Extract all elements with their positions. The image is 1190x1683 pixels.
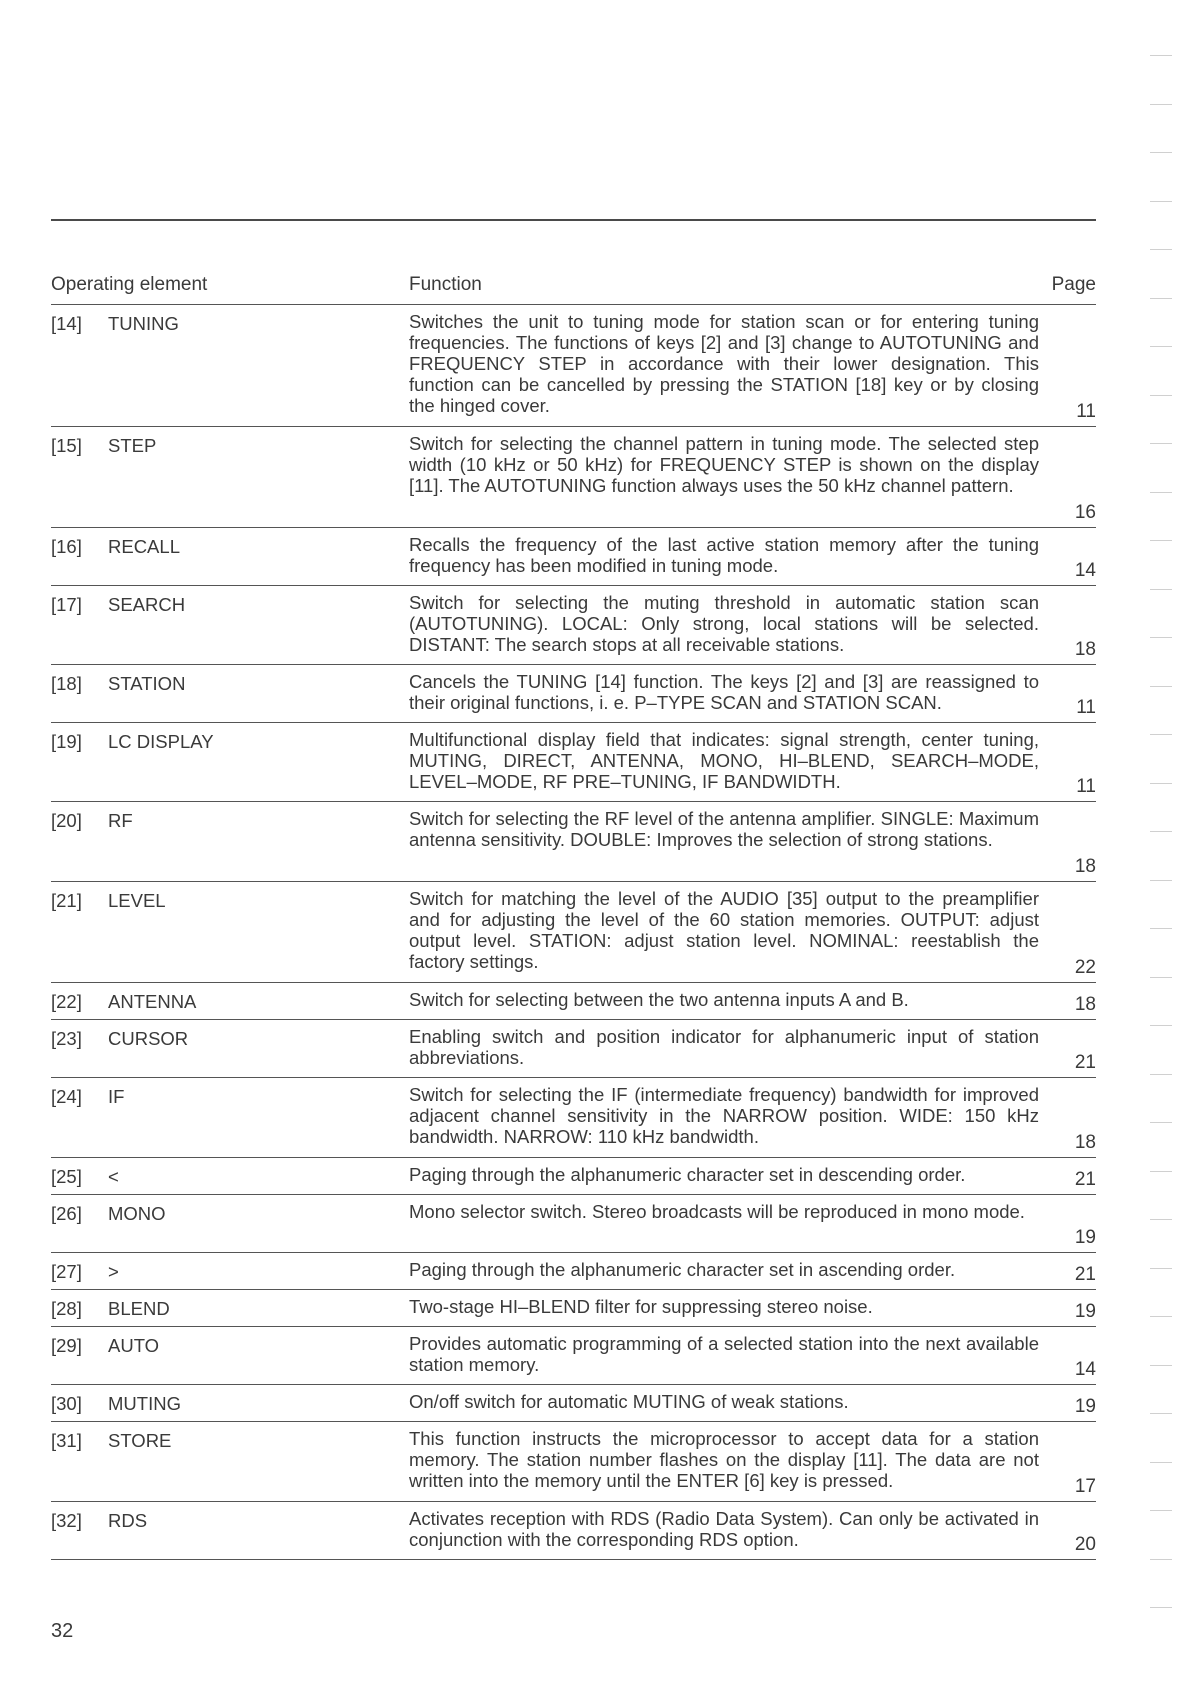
page-reference: 21	[1074, 1264, 1096, 1285]
element-function: On/off switch for automatic MUTING of weak stations.	[409, 1391, 849, 1412]
page-reference: 17	[1074, 1476, 1096, 1497]
margin-tick	[1150, 589, 1172, 590]
margin-tick	[1150, 734, 1172, 735]
element-function: Mono selector switch. Stereo broadcasts will be reproduced in mono mode.	[409, 1201, 1025, 1222]
margin-tick	[1150, 201, 1172, 202]
element-name: STEP	[108, 435, 157, 456]
margin-tick	[1150, 1025, 1172, 1026]
element-function: Switch for selecting between the two antenna inputs A and B.	[409, 989, 909, 1010]
margin-tick	[1150, 1171, 1172, 1172]
margin-tick	[1150, 637, 1172, 638]
table-row	[51, 1253, 1096, 1290]
header-page: Page	[1051, 274, 1096, 295]
element-number: [21]	[51, 890, 82, 911]
element-function: Switch for selecting the muting threshold in automatic station scan (AUTOTUNING). LOCAL: Only strong, local stations will be selected. DISTANT: The search stops at all receivable stations.	[409, 592, 1039, 655]
element-name: LC DISPLAY	[108, 731, 214, 752]
page-reference: 11	[1076, 401, 1096, 422]
element-function: Switch for selecting the IF (intermediate frequency) bandwidth for improved adjacent channel sensitivity in the NARROW position. WIDE: 150 kHz bandwidth. NARROW: 110 kHz bandwidth.	[409, 1084, 1039, 1147]
element-function: Paging through the alphanumeric character set in descending order.	[409, 1164, 966, 1185]
element-number: [26]	[51, 1203, 82, 1224]
margin-ticks	[1150, 55, 1174, 1655]
margin-tick	[1150, 977, 1172, 978]
element-number: [25]	[51, 1166, 82, 1187]
page-reference: 18	[1074, 856, 1096, 877]
table-header	[51, 270, 1096, 305]
page-reference: 21	[1074, 1052, 1096, 1073]
element-number: [17]	[51, 594, 82, 615]
top-rule	[51, 219, 1096, 221]
element-function: Activates reception with RDS (Radio Data System). Can only be activated in conjunction with the corresponding RDS option.	[409, 1508, 1039, 1550]
margin-tick	[1150, 492, 1172, 493]
element-function: Switch for matching the level of the AUDIO [35] output to the preamplifier and for adjusting the level of the 60 station memories. OUTPUT: adjust output level. STATION: adjust station level. NOMINAL: reestablish the factory settings.	[409, 888, 1039, 972]
margin-tick	[1150, 831, 1172, 832]
element-number: [32]	[51, 1510, 82, 1531]
page-reference: 19	[1074, 1396, 1096, 1417]
element-number: [14]	[51, 313, 82, 334]
element-function: Enabling switch and position indicator for alphanumeric input of station abbreviations.	[409, 1026, 1039, 1068]
element-number: [29]	[51, 1335, 82, 1356]
element-name: IF	[108, 1086, 125, 1107]
element-function: Provides automatic programming of a selected station into the next available station memory.	[409, 1333, 1039, 1375]
margin-tick	[1150, 1510, 1172, 1511]
element-number: [19]	[51, 731, 82, 752]
table-row	[51, 1195, 1096, 1253]
element-function: Multifunctional display field that indicates: signal strength, center tuning, MUTING, DIRECT, ANTENNA, MONO, HI–BLEND, SEARCH–MODE, LEVEL–MODE, RF PRE–TUNING, IF BANDWIDTH.	[409, 729, 1039, 792]
margin-tick	[1150, 1268, 1172, 1269]
element-function: Switch for selecting the RF level of the antenna amplifier. SINGLE: Maximum antenna sensitivity. DOUBLE: Improves the selection of strong stations.	[409, 808, 1039, 850]
table-row	[51, 305, 1096, 427]
element-function: Recalls the frequency of the last active station memory after the tuning frequency has been modified in tuning mode.	[409, 534, 1039, 576]
element-number: [27]	[51, 1261, 82, 1282]
page-reference: 11	[1076, 776, 1096, 797]
margin-tick	[1150, 686, 1172, 687]
element-name: RECALL	[108, 536, 180, 557]
margin-tick	[1150, 298, 1172, 299]
element-number: [18]	[51, 673, 82, 694]
element-name: BLEND	[108, 1298, 170, 1319]
table-row	[51, 1020, 1096, 1078]
element-function: This function instructs the microprocessor to accept data for a station memory. The station number flashes on the display [11]. The data are not written into the memory until the ENTER [6] key is pressed.	[409, 1428, 1039, 1491]
element-number: [24]	[51, 1086, 82, 1107]
element-name: TUNING	[108, 313, 179, 334]
element-number: [20]	[51, 810, 82, 831]
table-row	[51, 1422, 1096, 1502]
element-name: MUTING	[108, 1393, 181, 1414]
margin-tick	[1150, 1219, 1172, 1220]
margin-tick	[1150, 1559, 1172, 1560]
margin-tick	[1150, 1462, 1172, 1463]
margin-tick	[1150, 1413, 1172, 1414]
element-number: [28]	[51, 1298, 82, 1319]
table-row	[51, 802, 1096, 882]
table-row	[51, 1158, 1096, 1195]
margin-tick	[1150, 55, 1172, 56]
margin-tick	[1150, 928, 1172, 929]
margin-tick	[1150, 1365, 1172, 1366]
operating-elements-table	[51, 305, 1096, 1560]
header-function: Function	[409, 274, 482, 295]
margin-tick	[1150, 249, 1172, 250]
table-row	[51, 1502, 1096, 1560]
element-function: Paging through the alphanumeric character set in ascending order.	[409, 1259, 956, 1280]
element-name: LEVEL	[108, 890, 166, 911]
table-row	[51, 1385, 1096, 1422]
element-function: Switch for selecting the channel pattern in tuning mode. The selected step width (10 kHz or 50 kHz) for FREQUENCY STEP is shown on the display [11]. The AUTOTUNING function always uses the 50 kHz channel pattern.	[409, 433, 1039, 496]
element-number: [22]	[51, 991, 82, 1012]
element-name: >	[108, 1261, 119, 1282]
table-row	[51, 983, 1096, 1020]
margin-tick	[1150, 783, 1172, 784]
element-number: [16]	[51, 536, 82, 557]
element-name: ANTENNA	[108, 991, 197, 1012]
page-reference: 16	[1074, 502, 1096, 523]
element-name: AUTO	[108, 1335, 160, 1356]
page-reference: 18	[1074, 1132, 1096, 1153]
table-row	[51, 665, 1096, 723]
element-number: [30]	[51, 1393, 82, 1414]
element-function: Switches the unit to tuning mode for station scan or for entering tuning frequencies. The functions of keys [2] and [3] change to AUTOTUNING and FREQUENCY STEP in accordance with their lower designation. This function can be cancelled by pressing the STATION [18] key or by closing the hinged cover.	[409, 311, 1039, 416]
element-name: RDS	[108, 1510, 148, 1531]
page-reference: 14	[1074, 560, 1096, 581]
table-row	[51, 1078, 1096, 1158]
margin-tick	[1150, 1316, 1172, 1317]
margin-tick	[1150, 880, 1172, 881]
element-name: STATION	[108, 673, 186, 694]
margin-tick	[1150, 1122, 1172, 1123]
page-reference: 22	[1074, 957, 1096, 978]
table-row	[51, 528, 1096, 586]
margin-tick	[1150, 395, 1172, 396]
margin-tick	[1150, 1074, 1172, 1075]
table-row	[51, 1327, 1096, 1385]
page-reference: 21	[1074, 1169, 1096, 1190]
page-reference: 18	[1074, 994, 1096, 1015]
element-number: [31]	[51, 1430, 82, 1451]
element-name: RF	[108, 810, 133, 831]
table-row	[51, 427, 1096, 528]
element-name: CURSOR	[108, 1028, 189, 1049]
element-name: STORE	[108, 1430, 172, 1451]
margin-tick	[1150, 346, 1172, 347]
page-reference: 11	[1076, 697, 1096, 718]
element-function: Two-stage HI–BLEND filter for suppressing stereo noise.	[409, 1296, 873, 1317]
table-row	[51, 882, 1096, 983]
table-row	[51, 1290, 1096, 1327]
margin-tick	[1150, 1607, 1172, 1608]
page-reference: 19	[1074, 1227, 1096, 1248]
page-reference: 18	[1074, 639, 1096, 660]
element-name: SEARCH	[108, 594, 186, 615]
page-reference: 19	[1074, 1301, 1096, 1322]
margin-tick	[1150, 104, 1172, 105]
header-operating-element: Operating element	[51, 274, 208, 295]
table-row	[51, 723, 1096, 802]
element-name: MONO	[108, 1203, 166, 1224]
margin-tick	[1150, 443, 1172, 444]
table-row	[51, 586, 1096, 665]
element-number: [23]	[51, 1028, 82, 1049]
page-number: 32	[51, 1620, 74, 1642]
element-name: <	[108, 1166, 119, 1187]
element-number: [15]	[51, 435, 82, 456]
element-function: Cancels the TUNING [14] function. The keys [2] and [3] are reassigned to their original functions, i. e. P–TYPE SCAN and STATION SCAN.	[409, 671, 1039, 713]
margin-tick	[1150, 540, 1172, 541]
page-reference: 14	[1074, 1359, 1096, 1380]
margin-tick	[1150, 152, 1172, 153]
page-reference: 20	[1074, 1534, 1096, 1555]
